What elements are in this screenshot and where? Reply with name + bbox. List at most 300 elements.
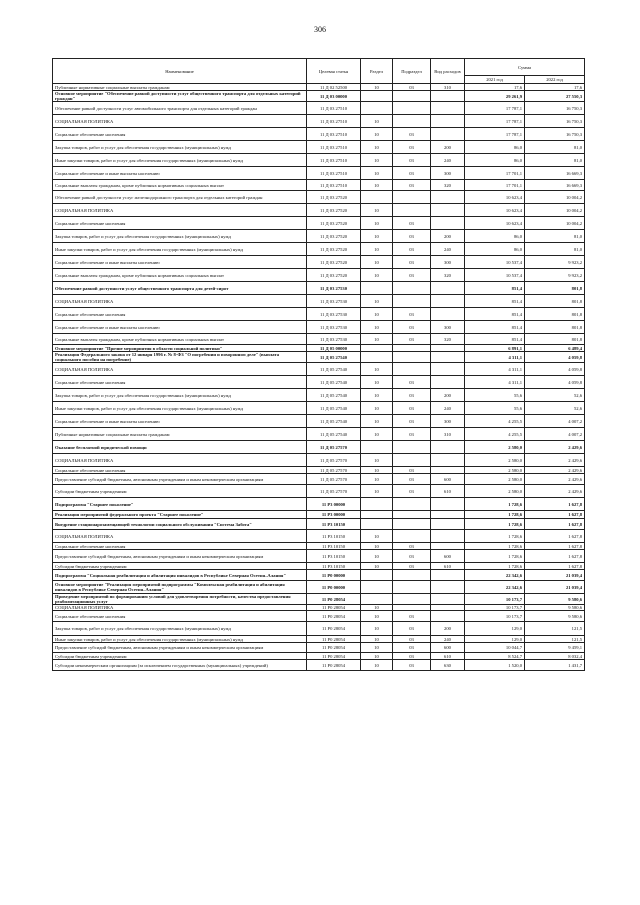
row-section: 10 [361, 550, 393, 563]
row-expense-type [431, 511, 465, 519]
row-subsection: 03 [393, 402, 431, 415]
row-target: 11 Д 05 27570 [307, 485, 361, 498]
table-row [53, 345, 585, 352]
row-subsection: 03 [393, 643, 431, 653]
row-sum-2022: 81,0 [525, 141, 585, 154]
row-sum-2021: 2 580,0 [465, 485, 525, 498]
row-expense-type [431, 308, 465, 321]
row-subsection: 03 [393, 180, 431, 191]
row-section [361, 519, 393, 530]
row-target: 11 Р0 28054 [307, 643, 361, 653]
row-subsection [393, 282, 431, 295]
row-expense-type [431, 376, 465, 389]
row-sum-2022: 1 627,8 [525, 543, 585, 550]
row-sum-2022: 4 059,8 [525, 363, 585, 376]
row-expense-type [431, 204, 465, 217]
row-expense-type: 300 [431, 415, 465, 428]
row-sum-2021: 10 537,4 [465, 269, 525, 282]
row-expense-type: 630 [431, 660, 465, 671]
row-name: Реализация мероприятий федерального проекта "Старшее поколение" [53, 511, 307, 519]
row-target: 11 Д 05 27540 [307, 376, 361, 389]
table-row [53, 128, 585, 141]
row-sum-2022: 4 007,2 [525, 415, 585, 428]
row-subsection: 03 [393, 636, 431, 643]
row-expense-type [431, 352, 465, 363]
row-sum-2021: 1 728,6 [465, 530, 525, 543]
row-sum-2022: 2 429,6 [525, 467, 585, 474]
row-sum-2022: 4 059,8 [525, 352, 585, 363]
row-section: 10 [361, 389, 393, 402]
table-row [53, 91, 585, 102]
row-expense-type [431, 454, 465, 467]
row-sum-2022: 16 669,3 [525, 180, 585, 191]
row-target: 11 Д 05 27570 [307, 441, 361, 454]
row-subsection: 03 [393, 485, 431, 498]
row-sum-2021: 2 580,0 [465, 467, 525, 474]
row-subsection [393, 454, 431, 467]
row-sum-2021: 1 728,6 [465, 543, 525, 550]
row-expense-type [431, 467, 465, 474]
row-sum-2021: 851,4 [465, 282, 525, 295]
row-sum-2021: 10 623,4 [465, 191, 525, 204]
row-sum-2021: 86,0 [465, 243, 525, 256]
row-name: Закупка товаров, работ и услуг для обеспечения государственных (муниципальных) нужд [53, 389, 307, 402]
table-row [53, 167, 585, 180]
row-section: 10 [361, 84, 393, 91]
row-section: 10 [361, 363, 393, 376]
table-row [53, 334, 585, 345]
row-subsection: 03 [393, 550, 431, 563]
row-name: Субсидии бюджетным учреждениям [53, 485, 307, 498]
row-subsection [393, 191, 431, 204]
table-row [53, 256, 585, 269]
row-subsection: 03 [393, 389, 431, 402]
row-name: Субсидии бюджетным учреждениям [53, 563, 307, 570]
row-expense-type [431, 191, 465, 204]
row-sum-2022: 16 750,3 [525, 128, 585, 141]
row-section [361, 282, 393, 295]
row-name: Подпрограмма "Старшее поколение" [53, 498, 307, 511]
table-row [53, 154, 585, 167]
row-target: 11 Д 03 27520 [307, 230, 361, 243]
row-target: 11 Р0 28054 [307, 605, 361, 611]
table-row [53, 643, 585, 653]
row-expense-type [431, 128, 465, 141]
row-name: СОЦИАЛЬНАЯ ПОЛИТИКА [53, 454, 307, 467]
page-number: 306 [314, 25, 326, 34]
row-target: 11 Д 03 27520 [307, 256, 361, 269]
row-section: 10 [361, 563, 393, 570]
table-row [53, 269, 585, 282]
row-sum-2022: 4 007,2 [525, 428, 585, 441]
row-section: 10 [361, 428, 393, 441]
table-row [53, 570, 585, 581]
header-year-2022: 2022 год [525, 76, 585, 84]
header-expense-type: Вид расходов [431, 59, 465, 84]
row-expense-type: 240 [431, 636, 465, 643]
row-subsection [393, 295, 431, 308]
row-sum-2021: 17 787,1 [465, 128, 525, 141]
table-row [53, 511, 585, 519]
row-expense-type [431, 530, 465, 543]
table-row [53, 474, 585, 485]
row-section: 10 [361, 243, 393, 256]
row-section: 10 [361, 611, 393, 622]
row-target: 11 Р3 00000 [307, 498, 361, 511]
row-subsection [393, 345, 431, 352]
header-name: Наименование [53, 59, 307, 84]
row-target: 11 Д 03 27510 [307, 154, 361, 167]
row-target: 11 Р3 10150 [307, 550, 361, 563]
row-target: 11 Д 05 27540 [307, 389, 361, 402]
row-target: 11 Д 03 27510 [307, 141, 361, 154]
row-name: Иные закупки товаров, работ и услуг для обеспечения государственных (муниципальных) нужд [53, 154, 307, 167]
row-section [361, 594, 393, 605]
row-sum-2021: 86,0 [465, 154, 525, 167]
row-sum-2022: 81,0 [525, 230, 585, 243]
row-subsection: 03 [393, 167, 431, 180]
row-sum-2021: 4 311,1 [465, 363, 525, 376]
row-subsection [393, 204, 431, 217]
row-sum-2022: 1 431,7 [525, 660, 585, 671]
row-expense-type [431, 363, 465, 376]
row-subsection [393, 352, 431, 363]
row-expense-type: 600 [431, 550, 465, 563]
table-row [53, 530, 585, 543]
row-subsection: 03 [393, 334, 431, 345]
row-sum-2022: 8 032,4 [525, 653, 585, 660]
row-name: Социальное обеспечение и иные выплаты населению [53, 415, 307, 428]
row-subsection [393, 115, 431, 128]
table-row [53, 308, 585, 321]
row-sum-2022: 17,6 [525, 84, 585, 91]
table-row [53, 352, 585, 363]
row-sum-2021: 10 173,7 [465, 594, 525, 605]
table-row [53, 622, 585, 636]
row-section: 10 [361, 167, 393, 180]
row-name: Реализация Федерального закона от 12 января 1996 г. № 8-ФЗ "О погребении и похоронном деле" (выплата социального пособия на погребение) [53, 352, 307, 363]
row-subsection: 03 [393, 415, 431, 428]
row-sum-2021: 86,0 [465, 141, 525, 154]
header-year-2021: 2021 год [465, 76, 525, 84]
table-row [53, 115, 585, 128]
row-sum-2021: 1 728,6 [465, 511, 525, 519]
row-name: Закупка товаров, работ и услуг для обеспечения государственных (муниципальных) нужд [53, 141, 307, 154]
row-target: 11 Р0 28054 [307, 636, 361, 643]
row-expense-type [431, 570, 465, 581]
row-name: Основное мероприятие "Реализация мероприятий подпрограммы "Комплексная реабилитация и абилитация инвалидов в Республике Северная Осетия–Алания" [53, 581, 307, 594]
row-sum-2022: 9 580,6 [525, 605, 585, 611]
row-sum-2021: 129,0 [465, 636, 525, 643]
row-sum-2022: 9 923,2 [525, 269, 585, 282]
row-target: 11 Д 03 27530 [307, 321, 361, 334]
table-row [53, 204, 585, 217]
row-section: 10 [361, 622, 393, 636]
row-section: 10 [361, 415, 393, 428]
row-name: Социальное обеспечение населения [53, 467, 307, 474]
row-name: Социальные выплаты гражданам, кроме публичных нормативных социальных выплат [53, 334, 307, 345]
row-sum-2022: 1 627,8 [525, 498, 585, 511]
row-name: Субсидии некоммерческим организациям (за исключением государственных (муниципальных) учреждений) [53, 660, 307, 671]
row-section: 10 [361, 154, 393, 167]
row-expense-type: 320 [431, 180, 465, 191]
row-target: 11 Д 02 52500 [307, 84, 361, 91]
budget-table [52, 58, 585, 671]
row-sum-2021: 17 701,1 [465, 167, 525, 180]
row-sum-2022: 52,6 [525, 402, 585, 415]
row-sum-2022: 801,8 [525, 321, 585, 334]
table-row [53, 467, 585, 474]
row-name: Социальные выплаты гражданам, кроме публичных нормативных социальных выплат [53, 269, 307, 282]
row-name: СОЦИАЛЬНАЯ ПОЛИТИКА [53, 115, 307, 128]
row-name: Обеспечение равной доступности услуг общественного транспорта для детей-сирот [53, 282, 307, 295]
row-section [361, 498, 393, 511]
row-sum-2022: 9 459,1 [525, 643, 585, 653]
row-section: 10 [361, 402, 393, 415]
row-expense-type [431, 295, 465, 308]
row-sum-2021: 22 342,6 [465, 581, 525, 594]
row-section [361, 345, 393, 352]
row-sum-2021: 851,4 [465, 334, 525, 345]
row-name: СОЦИАЛЬНАЯ ПОЛИТИКА [53, 204, 307, 217]
row-target: 11 Д 05 27540 [307, 415, 361, 428]
row-sum-2022: 9 580,6 [525, 611, 585, 622]
row-sum-2022: 1 627,8 [525, 519, 585, 530]
row-sum-2021: 10 173,7 [465, 605, 525, 611]
row-subsection [393, 530, 431, 543]
row-subsection: 03 [393, 474, 431, 485]
row-expense-type [431, 441, 465, 454]
row-target: 11 Д 05 27540 [307, 363, 361, 376]
row-sum-2021: 10 173,7 [465, 611, 525, 622]
row-name: Социальное обеспечение и иные выплаты населению [53, 167, 307, 180]
row-target: 11 Д 05 27570 [307, 454, 361, 467]
row-sum-2022: 81,0 [525, 154, 585, 167]
table-row [53, 180, 585, 191]
row-sum-2021: 2 580,0 [465, 474, 525, 485]
row-target: 11 Д 03 27520 [307, 191, 361, 204]
table-row [53, 660, 585, 671]
row-expense-type: 300 [431, 256, 465, 269]
row-section [361, 191, 393, 204]
row-sum-2022: 1 627,8 [525, 530, 585, 543]
row-name: Предоставление субсидий бюджетным, автономным учреждениям и иным некоммерческим организациям [53, 474, 307, 485]
row-section: 10 [361, 230, 393, 243]
row-sum-2022: 801,8 [525, 334, 585, 345]
row-section: 10 [361, 376, 393, 389]
row-name: Социальное обеспечение населения [53, 611, 307, 622]
row-subsection: 03 [393, 217, 431, 230]
row-section: 10 [361, 141, 393, 154]
row-sum-2021: 22 342,6 [465, 570, 525, 581]
row-section: 10 [361, 643, 393, 653]
row-sum-2021: 1 728,6 [465, 550, 525, 563]
row-name: Оказание бесплатной юридической помощи [53, 441, 307, 454]
row-name: Иные закупки товаров, работ и услуг для обеспечения государственных (муниципальных) нужд [53, 402, 307, 415]
row-name: Иные закупки товаров, работ и услуг для обеспечения государственных (муниципальных) нужд [53, 636, 307, 643]
row-subsection [393, 441, 431, 454]
row-sum-2021: 1 520,0 [465, 660, 525, 671]
row-subsection [393, 102, 431, 115]
row-target: 11 Р3 00000 [307, 511, 361, 519]
row-target: 11 Д 03 27530 [307, 334, 361, 345]
row-sum-2022: 2 429,6 [525, 485, 585, 498]
row-sum-2022: 4 059,8 [525, 376, 585, 389]
row-expense-type [431, 345, 465, 352]
row-sum-2021: 2 580,0 [465, 441, 525, 454]
row-expense-type [431, 611, 465, 622]
row-sum-2021: 4 255,5 [465, 428, 525, 441]
row-section: 10 [361, 660, 393, 671]
row-target: 11 Р0 28054 [307, 660, 361, 671]
row-subsection: 03 [393, 128, 431, 141]
row-sum-2022: 10 004,2 [525, 191, 585, 204]
row-target: 11 Д 03 27530 [307, 282, 361, 295]
row-name: Предоставление субсидий бюджетным, автономным учреждениям и иным некоммерческим организациям [53, 550, 307, 563]
table-row [53, 282, 585, 295]
row-name: Социальное обеспечение и иные выплаты населению [53, 256, 307, 269]
row-sum-2021: 6 891,1 [465, 345, 525, 352]
row-section: 10 [361, 636, 393, 643]
row-expense-type: 240 [431, 402, 465, 415]
header-subsection: Подраздел [393, 59, 431, 84]
row-name: Социальное обеспечение населения [53, 308, 307, 321]
row-sum-2021: 2 580,0 [465, 454, 525, 467]
row-section [361, 91, 393, 102]
row-sum-2022: 27 550,3 [525, 91, 585, 102]
table-row [53, 428, 585, 441]
row-name: СОЦИАЛЬНАЯ ПОЛИТИКА [53, 530, 307, 543]
row-sum-2021: 17 787,1 [465, 115, 525, 128]
row-sum-2022: 21 039,4 [525, 570, 585, 581]
row-sum-2021: 851,4 [465, 295, 525, 308]
table-row [53, 485, 585, 498]
row-subsection: 03 [393, 154, 431, 167]
row-section: 10 [361, 128, 393, 141]
table-row [53, 243, 585, 256]
row-expense-type [431, 594, 465, 605]
row-name: Социальное обеспечение населения [53, 543, 307, 550]
row-section: 10 [361, 543, 393, 550]
row-section: 10 [361, 653, 393, 660]
row-subsection [393, 498, 431, 511]
row-sum-2021: 1 728,6 [465, 498, 525, 511]
row-target: 11 Д 03 27530 [307, 308, 361, 321]
row-expense-type [431, 282, 465, 295]
row-expense-type [431, 519, 465, 530]
table-body [53, 84, 585, 671]
row-section: 10 [361, 295, 393, 308]
row-section: 10 [361, 467, 393, 474]
table-row [53, 543, 585, 550]
row-expense-type: 320 [431, 269, 465, 282]
row-section [361, 581, 393, 594]
row-sum-2021: 55,6 [465, 402, 525, 415]
row-target: 11 Р0 28054 [307, 622, 361, 636]
row-sum-2022: 16 669,3 [525, 167, 585, 180]
row-section: 10 [361, 605, 393, 611]
row-name: Публичные нормативные социальные выплаты гражданам [53, 84, 307, 91]
row-name: Проведение мероприятий по формированию условий для удовлетворения потребности, качества предоставления реабилитационных услуг [53, 594, 307, 605]
row-expense-type [431, 581, 465, 594]
row-expense-type: 300 [431, 321, 465, 334]
table-row [53, 191, 585, 204]
row-subsection: 03 [393, 376, 431, 389]
table-row [53, 594, 585, 605]
header-target: Целевая статья [307, 59, 361, 84]
row-sum-2021: 851,4 [465, 308, 525, 321]
row-expense-type: 310 [431, 428, 465, 441]
table-row [53, 563, 585, 570]
row-subsection [393, 363, 431, 376]
row-target: 11 Д 05 27570 [307, 467, 361, 474]
row-target: 11 Д 05 00000 [307, 345, 361, 352]
row-sum-2022: 801,8 [525, 295, 585, 308]
row-target: 11 Р0 00000 [307, 581, 361, 594]
row-subsection: 03 [393, 653, 431, 660]
row-section [361, 441, 393, 454]
row-sum-2021: 86,0 [465, 230, 525, 243]
table-row [53, 230, 585, 243]
header-section: Раздел [361, 59, 393, 84]
row-section [361, 102, 393, 115]
row-target: 11 Р0 28054 [307, 594, 361, 605]
row-name: Основное мероприятие "Прочие мероприятия в области социальной политики" [53, 345, 307, 352]
row-subsection [393, 91, 431, 102]
row-target: 11 Д 03 27520 [307, 217, 361, 230]
row-target: 11 Д 03 00000 [307, 91, 361, 102]
row-subsection: 03 [393, 84, 431, 91]
row-sum-2022: 1 627,8 [525, 563, 585, 570]
row-subsection [393, 581, 431, 594]
row-section [361, 352, 393, 363]
row-section: 10 [361, 269, 393, 282]
row-expense-type: 240 [431, 154, 465, 167]
row-target: 11 Д 05 27540 [307, 402, 361, 415]
row-expense-type: 200 [431, 230, 465, 243]
row-sum-2022: 2 429,6 [525, 441, 585, 454]
row-name: Подпрограмма "Социальная реабилитация и абилитация инвалидов в Республике Северная Осетия–Алания" [53, 570, 307, 581]
row-sum-2022: 801,8 [525, 282, 585, 295]
row-name: Социальное обеспечение и иные выплаты населению [53, 321, 307, 334]
row-name: Основное мероприятие "Обеспечение равной доступности услуг общественного транспорта для отдельных категорий граждан" [53, 91, 307, 102]
row-target: 11 Д 03 27510 [307, 102, 361, 115]
row-section: 10 [361, 334, 393, 345]
row-subsection: 03 [393, 230, 431, 243]
table-header [53, 59, 585, 84]
table-row [53, 454, 585, 467]
row-expense-type [431, 102, 465, 115]
row-section: 10 [361, 115, 393, 128]
row-section: 10 [361, 485, 393, 498]
row-expense-type: 200 [431, 389, 465, 402]
table-row [53, 581, 585, 594]
row-target: 11 Р0 28054 [307, 653, 361, 660]
table-row [53, 636, 585, 643]
row-subsection [393, 511, 431, 519]
row-subsection: 03 [393, 321, 431, 334]
row-section: 10 [361, 204, 393, 217]
table-row [53, 519, 585, 530]
row-sum-2022: 10 004,2 [525, 204, 585, 217]
row-sum-2022: 1 627,8 [525, 511, 585, 519]
row-sum-2022: 21 039,4 [525, 581, 585, 594]
table-row [53, 295, 585, 308]
row-name: СОЦИАЛЬНАЯ ПОЛИТИКА [53, 605, 307, 611]
row-section: 10 [361, 530, 393, 543]
row-target: 11 Р0 00000 [307, 570, 361, 581]
row-sum-2021: 10 623,4 [465, 217, 525, 230]
